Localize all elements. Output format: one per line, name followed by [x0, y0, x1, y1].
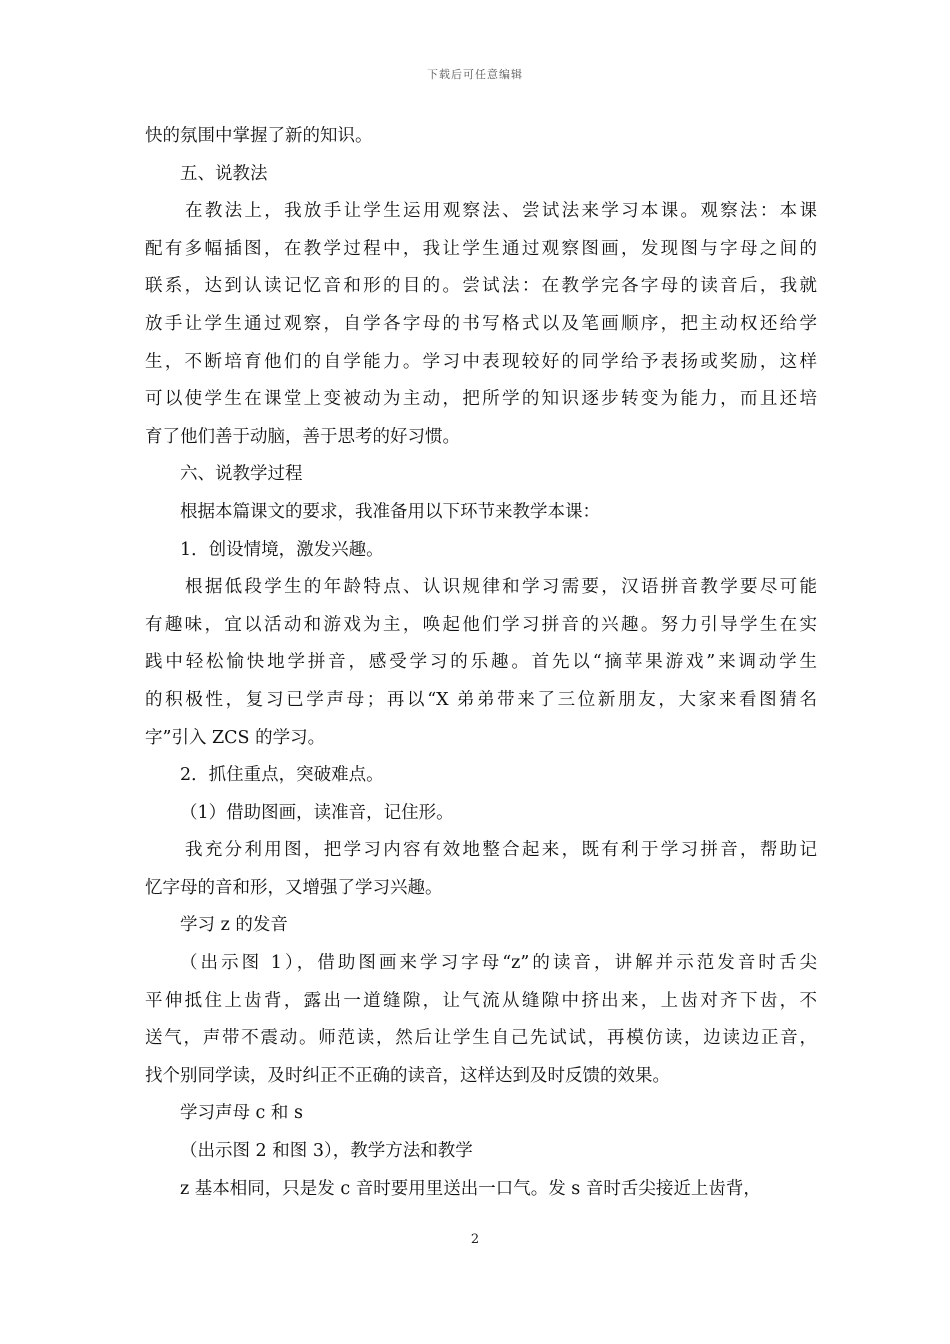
subsection-heading: 学习声母 c 和 s: [180, 1103, 303, 1124]
page-number: 2: [470, 1232, 480, 1247]
body-line: 可以使学生在课堂上变被动为主动，把所学的知识逐步转变为能力，而且还培: [145, 389, 817, 410]
body-line: 根据本篇课文的要求，我准备用以下环节来教学本课：: [180, 501, 600, 522]
page-body: [145, 118, 817, 1208]
subsection-heading: （1）借助图画，读准音，记住形。: [180, 802, 454, 823]
body-line: 字”引入 ZCS 的学习。: [145, 727, 326, 748]
body-line: （出示图 2 和图 3），教学方法和教学: [180, 1141, 473, 1162]
subsection-heading: 2．抓住重点，突破难点。: [180, 765, 384, 786]
body-line: z 基本相同，只是发 c 音时要用里送出一口气。发 s 音时舌尖接近上齿背，: [180, 1178, 761, 1199]
body-line: 的积极性，复习已学声母；再以“X 弟弟带来了三位新朋友，大家来看图猜名: [145, 689, 817, 710]
subsection-heading: 1．创设情境，激发兴趣。: [180, 539, 384, 560]
body-line: 找个别同学读，及时纠正不正确的读音，这样达到及时反馈的效果。: [145, 1065, 670, 1086]
body-line: 联系，达到认读记忆音和形的目的。尝试法：在教学完各字母的读音后，我就: [145, 276, 817, 297]
page-header: 下载后可任意编辑: [427, 68, 523, 81]
body-line: （出示图 1），借助图画来学习字母“z”的读音，讲解并示范发音时舌尖: [180, 953, 817, 974]
body-line: 忆字母的音和形，又增强了学习兴趣。: [145, 877, 443, 898]
body-line: 根据低段学生的年龄特点、认识规律和学习需要，汉语拼音教学要尽可能: [185, 577, 817, 598]
body-line: 平伸抵住上齿背，露出一道缝隙，让气流从缝隙中挤出来，上齿对齐下齿，不: [145, 990, 817, 1011]
body-line: 在教法上，我放手让学生运用观察法、尝试法来学习本课。观察法：本课: [185, 201, 817, 222]
subsection-heading: 学习 z 的发音: [180, 915, 288, 936]
body-line: 生，不断培育他们的自学能力。学习中表现较好的同学给予表扬或奖励，这样: [145, 351, 817, 372]
body-line: 配有多幅插图，在教学过程中，我让学生通过观察图画，发现图与字母之间的: [145, 238, 817, 259]
body-line: 放手让学生通过观察，自学各字母的书写格式以及笔画顺序，把主动权还给学: [145, 313, 817, 334]
body-line: 快的氛围中掌握了新的知识。: [145, 126, 373, 146]
body-line: 有趣味，宜以活动和游戏为主，唤起他们学习拼音的兴趣。努力引导学生在实: [145, 614, 817, 635]
body-line: 送气，声带不震动。师范读，然后让学生自己先试试，再模仿读，边读边正音，: [145, 1028, 817, 1049]
section-heading: 六、说教学过程: [180, 464, 303, 485]
body-line: 我充分利用图，把学习内容有效地整合起来，既有利于学习拼音，帮助记: [185, 840, 817, 861]
body-line: 育了他们善于动脑，善于思考的好习惯。: [145, 426, 460, 447]
body-line: 践中轻松愉快地学拼音，感受学习的乐趣。首先以“摘苹果游戏”来调动学生: [145, 652, 817, 673]
section-heading: 五、说教法: [180, 163, 268, 184]
